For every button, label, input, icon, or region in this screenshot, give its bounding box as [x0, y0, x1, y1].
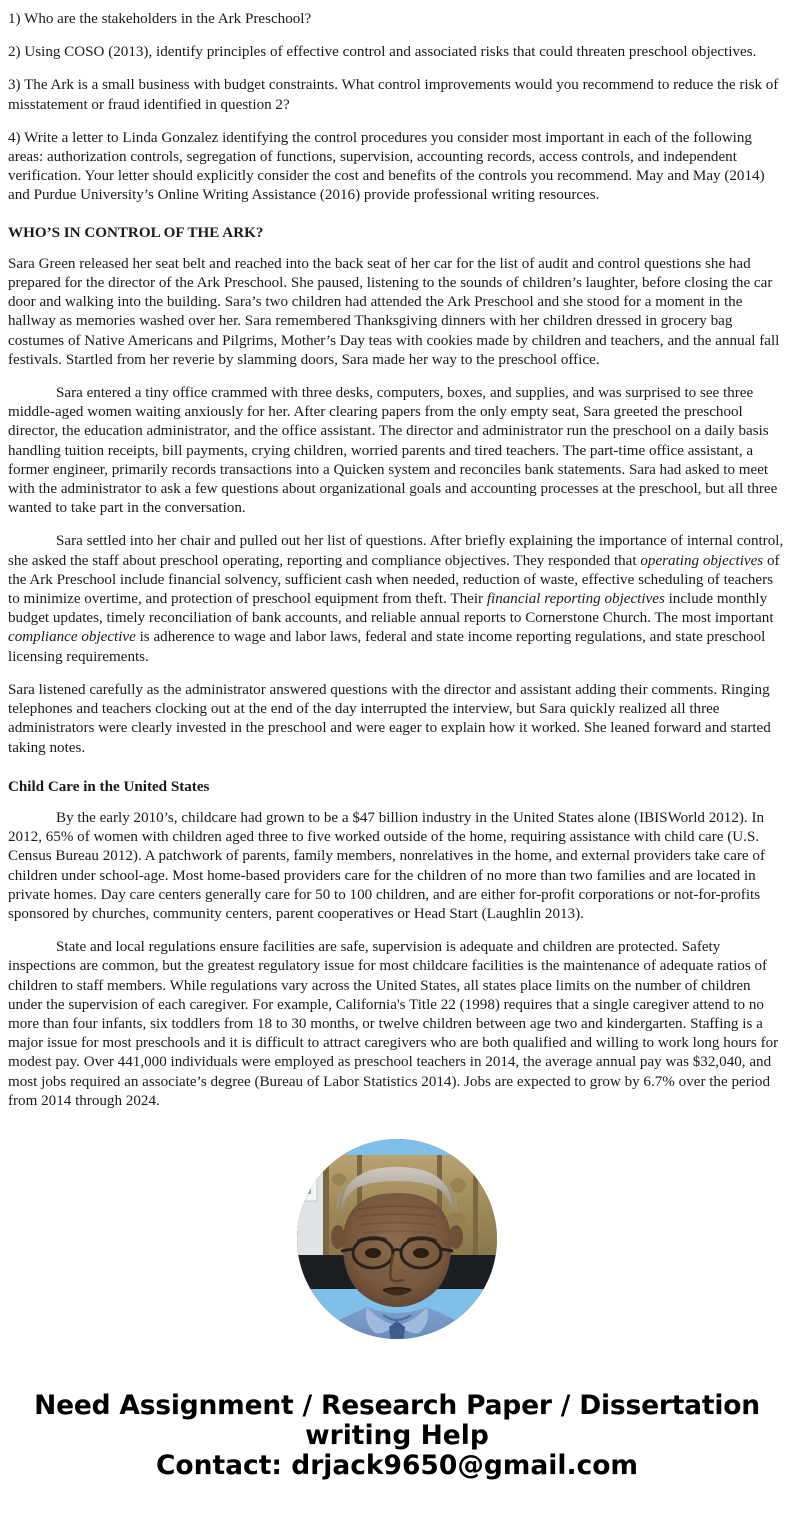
italic-compliance-objective: compliance objective [8, 629, 136, 646]
portrait-photo [297, 1139, 497, 1339]
portrait-photo-graphic [297, 1139, 497, 1339]
paragraph-interview: Sara listened carefully as the administrator answered questions with the director and assistant adding their comments. Ringing telephones and teachers clocking out at the end of the day interrupted the interview, but Sara quickly realized all three administrators were clearly invested in the preschool and were eager to explain how it worked. She leaned forward and started taking notes. [8, 681, 771, 756]
question-item-4: 4) Write a letter to Linda Gonzalez identifying the control procedures you consider most important in each of the following areas: authorization controls, segregation of functions, supervision, accounting records, access controls, and independent verification. Your letter should explicitly consider the cost and benefits of the controls you recommend. May and May (2014) and Purdue University’s Online Writing Assistance (2016) provide professional writing resources. [8, 129, 765, 204]
portrait-photo-container [8, 1139, 786, 1339]
italic-financial-reporting-objectives: financial reporting objectives [486, 591, 665, 608]
italic-operating-objectives: operating objectives [640, 552, 764, 569]
objectives-text-a: Sara settled into her chair and pulled out her list of questions. After briefly explaining the importance of internal control, she asked the staff about preschool operating, reporting and compliance objectives. They responded that [8, 533, 784, 569]
question-item-1: 1) Who are the stakeholders in the Ark Preschool? [8, 11, 312, 27]
paragraph-sara-arrival: Sara Green released her seat belt and reached into the back seat of her car for the list of audit and control questions she had prepared for the director of the Ark Preschool. She paused, listening to the sounds of children’s laughter, before closing the car door and walking into the building. Sara’s two children had attended the Ark Preschool and she stood for a moment in the hallway as memories washed over her. Sara remembered Thanksgiving dinners with her children dressed in grocery bag costumes of Native Americans and Pilgrims, Mother’s Day teas with cookies made by children and teachers, and the annual fall festivals. Startled from her reverie by slamming doors, Sara made her way to the preschool office. [8, 255, 780, 368]
main-heading: WHO’S IN CONTROL OF THE ARK? [8, 224, 264, 241]
promo-line-1: Need Assignment / Research Paper / Dissertation [34, 1389, 760, 1421]
paragraph-industry-stats: By the early 2010’s, childcare had grown to be a $47 billion industry in the United States alone (IBISWorld 2012). In 2012, 65% of women with children aged three to five worked outside of the home, requiring assistance with child care (U.S. Census Bureau 2012). A patchwork of parents, family members, nonrelatives in the home, and external providers take care of children under school-age. Most home-based providers care for the children of no more than two families and are located in private homes. Day care centers generally care for 50 to 100 children, and are either for-profit corporations or not-for-profits sponsored by churches, community centers, parent cooperatives or Head Start (Laughlin 2013). [8, 809, 765, 922]
question-item-3: 3) The Ark is a small business with budget constraints. What control improvements would you recommend to reduce the risk of misstatement or fraud identified in question 2? [8, 77, 779, 113]
promo-line-2: writing Help [305, 1419, 489, 1451]
objectives-text-b: of the Ark Preschool include financial solvency, sufficient cash when needed, reduction of waste, effective scheduling of teachers to minimize overtime, and protection of preschool equipment from theft. Their [8, 552, 780, 608]
paragraph-regulations: State and local regulations ensure facilities are safe, supervision is adequate and children are protected. Safety inspections are common, but the greatest regulatory issue for most childcare facilities is the maintenance of adequate ratios of children to staff members. While regulations vary across the United States, all states place limits on the number of children under the supervision of each caregiver. For example, California's Title 22 (1998) requires that a single caregiver attend to no more than four infants, six toddlers from 18 to 30 months, or twelve children between age two and kindergarten. Staffing is a major issue for most preschools and it is difficult to attract caregivers who are both qualified and willing to work long hours for modest pay. Over 441,000 individuals were employed as preschool teachers in 2014, the average annual pay was $32,040, and most jobs required an associate’s degree (Bureau of Labor Statistics 2014). Jobs are expected to grow by 6.7% over the period from 2014 through 2024. [8, 939, 779, 1109]
objectives-text-d: is adherence to wage and labor laws, federal and state income reporting regulations, and state preschool licensing requirements. [8, 629, 766, 665]
paragraph-objectives [8, 532, 786, 666]
question-item-2: 2) Using COSO (2013), identify principles of effective control and associated risks that could threaten preschool objectives. [8, 44, 757, 61]
objectives-text-c: include monthly budget updates, timely reconciliation of bank accounts, and reliable annual reports to Cornerstone Church. The most important [8, 591, 774, 627]
promo-footer [8, 1391, 786, 1501]
paragraph-office-description: Sara entered a tiny office crammed with three desks, computers, boxes, and supplies, and was surprised to see three middle-aged women waiting anxiously for her. After clearing papers from the only empty seat, Sara greeted the preschool director, the education administrator, and the office assistant. The director and administrator run the preschool on a daily basis handling tuition receipts, bill payments, crying children, worried parents and tired teachers. The part-time office assistant, a former engineer, primarily records transactions into a Quicken system and reconciles bank statements. Sara had asked to meet with the administrator to ask a few questions about organizational goals and accounting processes at the preschool, but all three wanted to take part in the conversation. [8, 385, 778, 517]
sub-heading-child-care: Child Care in the United States [8, 778, 210, 795]
promo-contact-line: Contact: drjack9650@gmail.com [155, 1449, 639, 1481]
